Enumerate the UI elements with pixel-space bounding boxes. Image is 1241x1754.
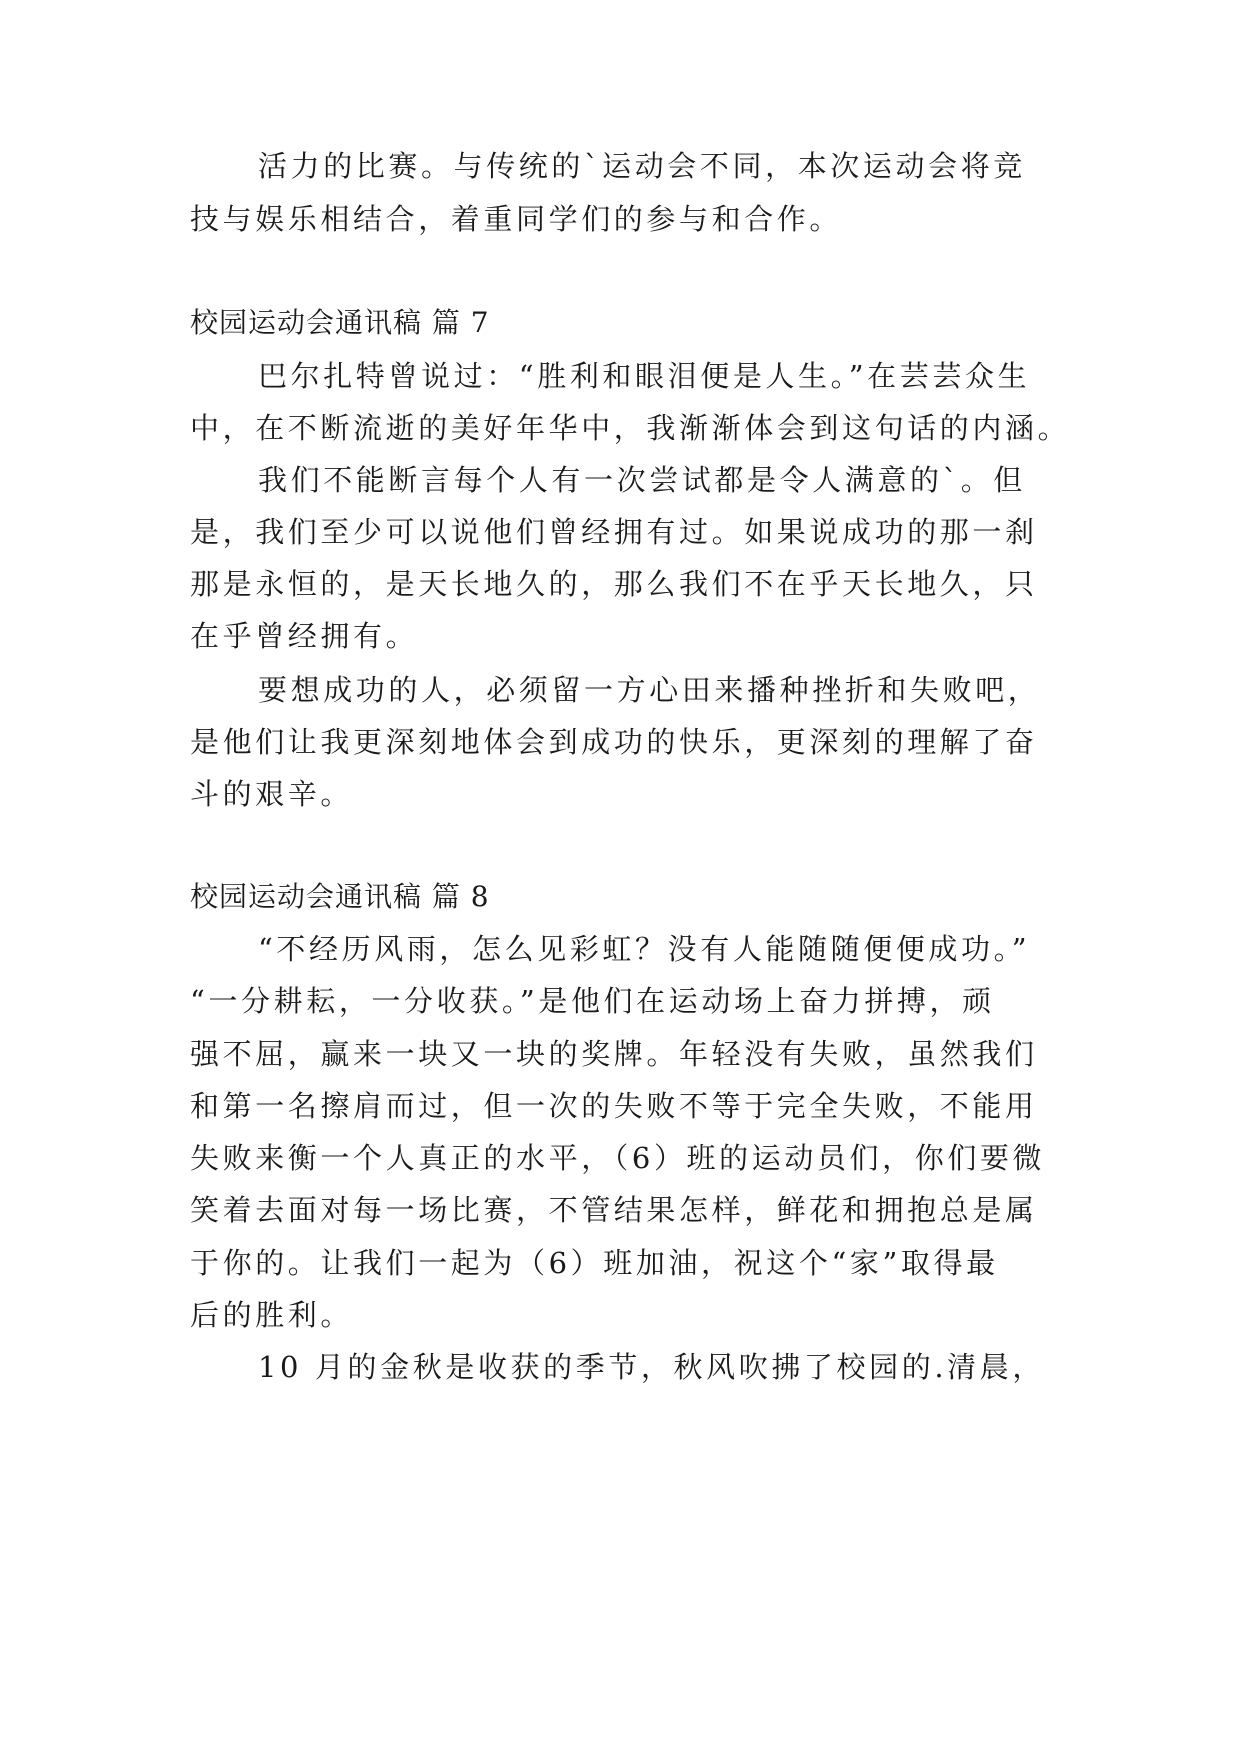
text-line: 那是永恒的，是天长地久的，那么我们不在乎天长地久，只: [190, 567, 1038, 601]
text-line: 强不屈，赢来一块又一块的奖牌。年轻没有失败，虽然我们: [190, 1037, 1038, 1071]
section-heading-7: 校园运动会通讯稿 篇 7: [190, 306, 490, 339]
text-line: 笑着去面对每一场比赛，不管结果怎样，鲜花和拥抱总是属: [190, 1193, 1038, 1227]
text-line: 失败来衡一个人真正的水平，（6）班的运动员们，你们要微: [190, 1141, 1046, 1175]
section-heading-8: 校园运动会通讯稿 篇 8: [190, 880, 490, 913]
text-line: 我们不能断言每个人有一次尝试都是令人满意的`。但: [258, 463, 1026, 497]
text-line: 技与娱乐相结合，着重同学们的参与和合作。: [190, 202, 843, 236]
text-line: 在乎曾经拥有。: [190, 619, 419, 653]
text-line: 活力的比赛。与传统的`运动会不同，本次运动会将竞: [258, 149, 1026, 183]
text-line: 后的胜利。: [190, 1298, 354, 1332]
text-line: 斗的艰辛。: [190, 777, 354, 811]
text-line: 是，我们至少可以说他们曾经拥有过。如果说成功的那一刹: [190, 515, 1038, 549]
text-line: “不经历风雨，怎么见彩虹？没有人能随随便便成功。”: [258, 932, 1031, 966]
text-line: “一分耕耘，一分收获。”是他们在运动场上奋力拼搏，顽: [190, 984, 995, 1018]
text-line: 10 月的金秋是收获的季节，秋风吹拂了校园的.清晨，: [258, 1350, 1045, 1384]
text-line: 巴尔扎特曾说过：“胜利和眼泪便是人生。”在芸芸众生: [258, 359, 1031, 393]
text-line: 要想成功的人，必须留一方心田来播种挫折和失败吧，: [258, 673, 1041, 707]
text-line: 和第一名擦肩而过，但一次的失败不等于完全失败，不能用: [190, 1089, 1038, 1123]
text-line: 中，在不断流逝的美好年华中，我渐渐体会到这句话的内涵。: [190, 411, 1071, 445]
text-line: 是他们让我更深刻地体会到成功的快乐，更深刻的理解了奋: [190, 725, 1038, 759]
text-line: 于你的。让我们一起为（6）班加油，祝这个“家”取得最: [190, 1246, 999, 1280]
